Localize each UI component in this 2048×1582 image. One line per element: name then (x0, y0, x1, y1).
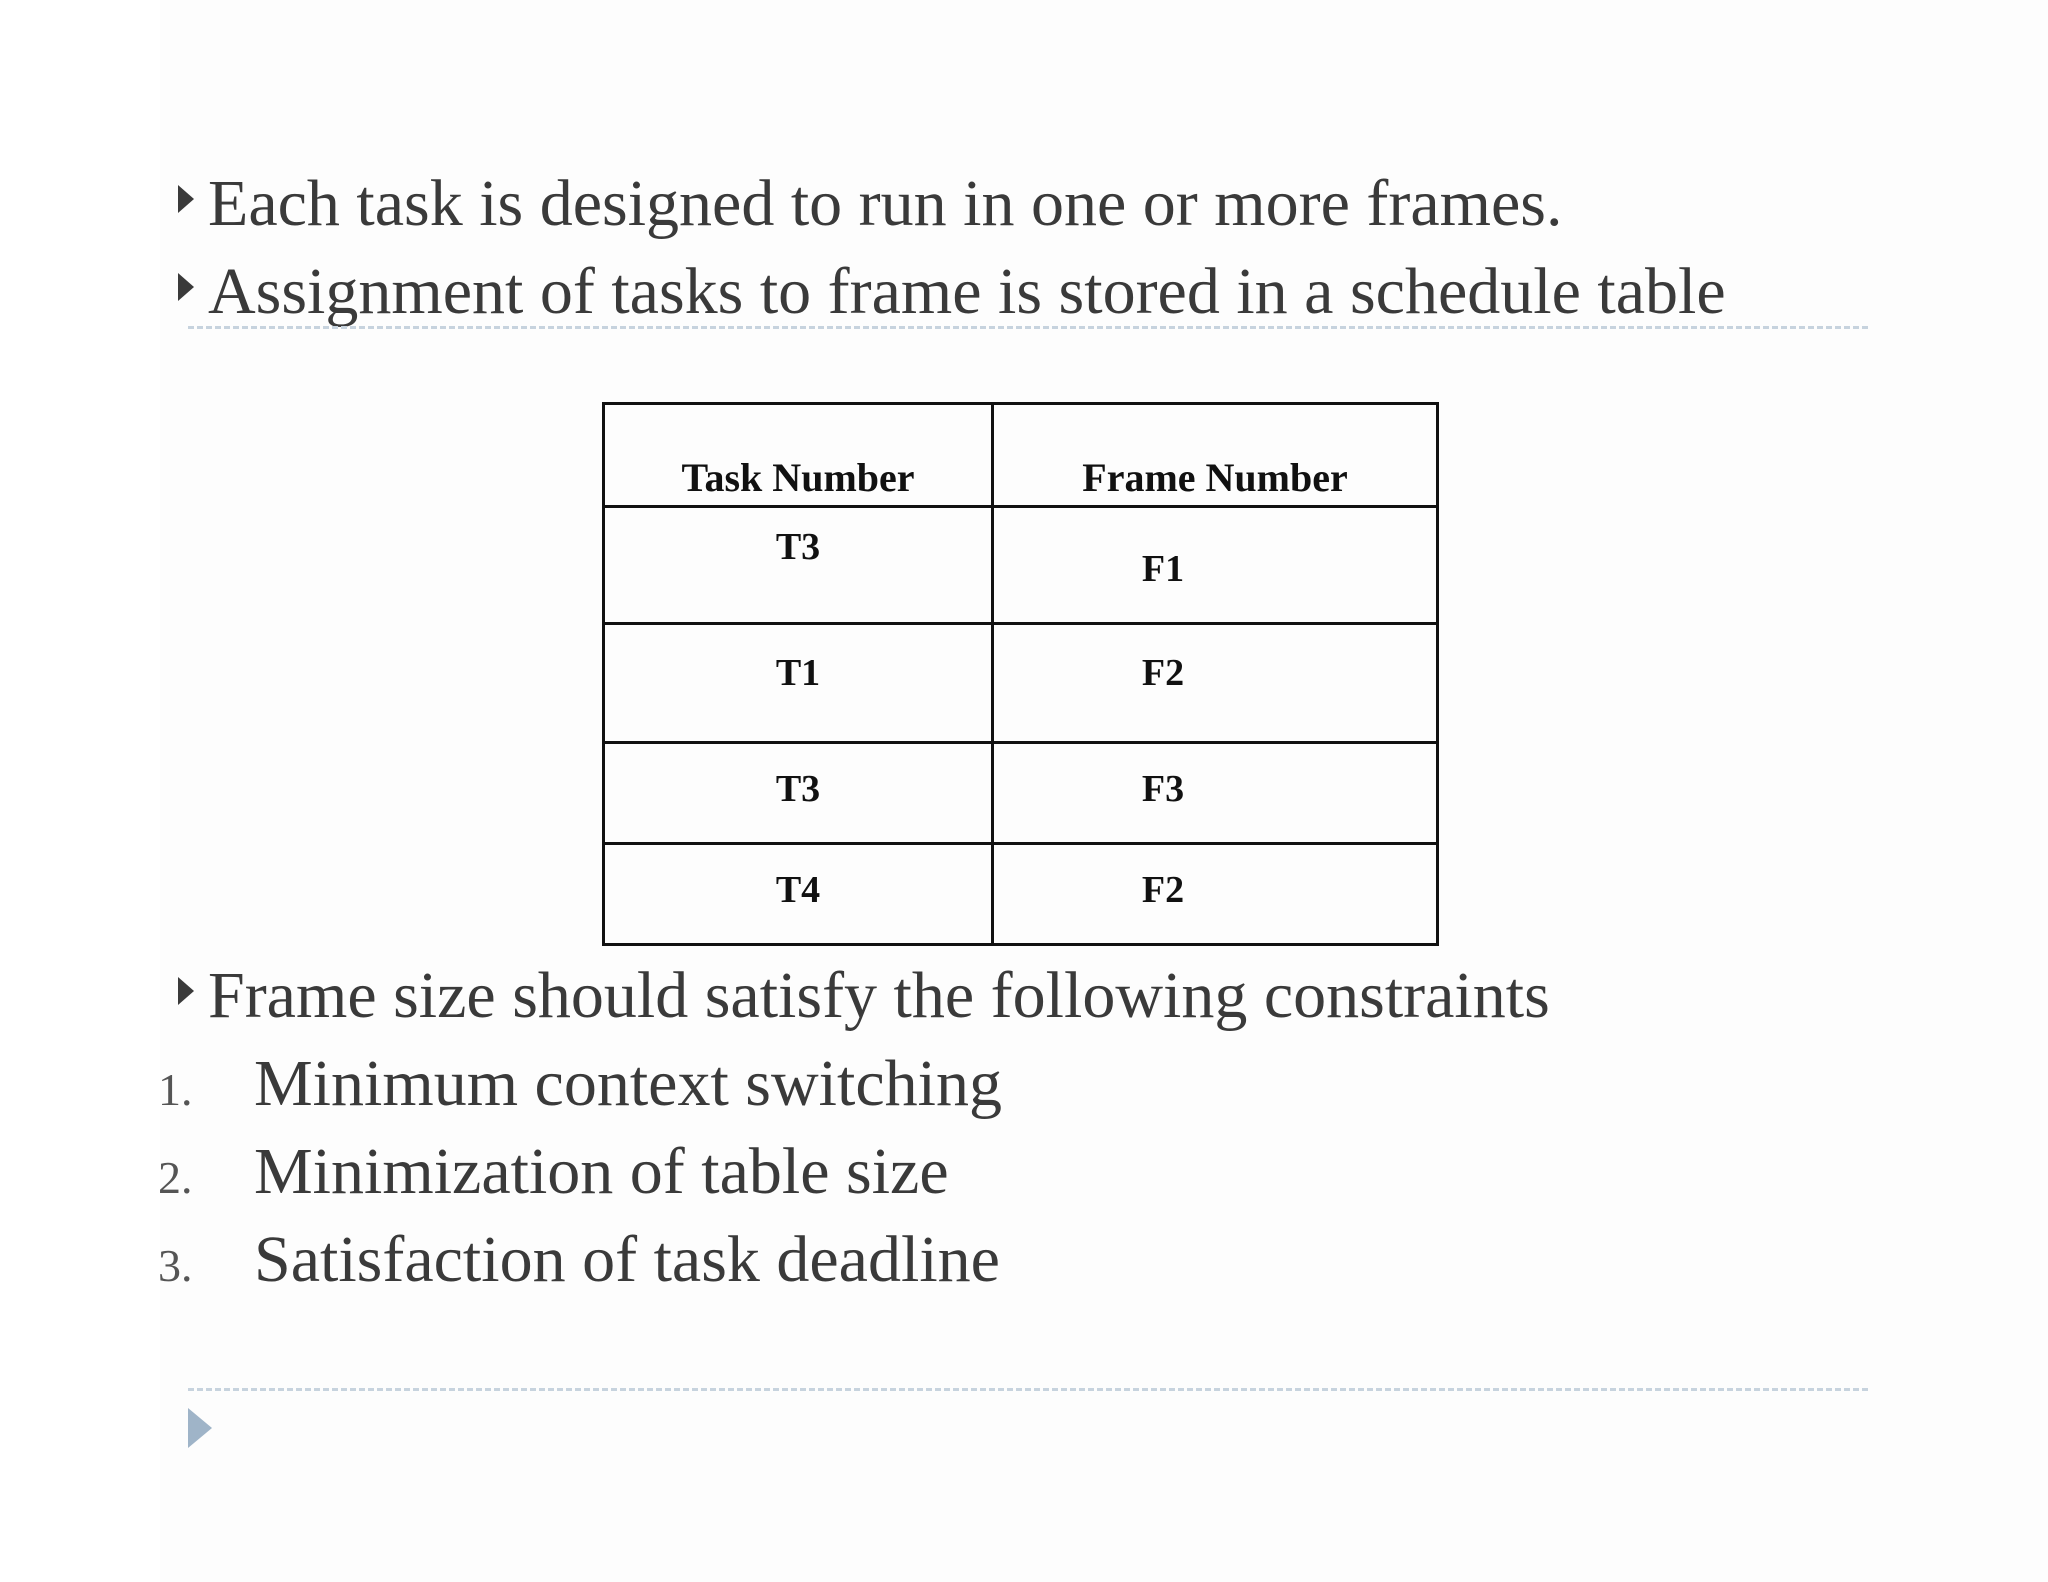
list-number: 2. (158, 1152, 193, 1203)
list-text: Minimum context switching (254, 1047, 1002, 1120)
frame-cell (993, 624, 1438, 743)
bullet-text: Assignment of tasks to frame is stored in a schedule table (208, 255, 1726, 328)
frame-cell (993, 507, 1438, 624)
list-item (158, 1216, 1002, 1304)
list-item (158, 1128, 1002, 1216)
triangle-right-icon (178, 977, 194, 1005)
task-cell (604, 507, 993, 624)
table-row (604, 624, 1438, 743)
frame-value: F2 (1141, 869, 1185, 911)
bullet-item (178, 248, 1726, 336)
table-header-row (604, 404, 1438, 507)
schedule-table-container (602, 402, 1439, 946)
bullet-text: Frame size should satisfy the following constraints (208, 959, 1550, 1032)
triangle-right-icon (178, 273, 194, 301)
header-frame-number: Frame Number (993, 404, 1438, 507)
triangle-right-icon (178, 185, 194, 213)
task-cell (604, 743, 993, 844)
lower-bullet-list (178, 952, 1550, 1040)
header-task-number: Task Number (604, 404, 993, 507)
table-row (604, 507, 1438, 624)
bottom-separator (188, 1388, 1868, 1391)
task-cell (604, 844, 993, 945)
list-number: 1. (158, 1064, 193, 1115)
bullet-text: Each task is designed to run in one or more frames. (208, 167, 1563, 240)
task-value: T4 (775, 869, 821, 911)
frame-cell (993, 844, 1438, 945)
schedule-table (602, 402, 1439, 946)
bullet-item (178, 160, 1726, 248)
bullet-item (178, 952, 1550, 1040)
triangle-right-icon (188, 1408, 212, 1448)
table-row (604, 743, 1438, 844)
task-value: T1 (775, 652, 821, 694)
top-separator (188, 326, 1868, 329)
constraints-list (158, 1040, 1002, 1304)
frame-value: F1 (1141, 548, 1185, 590)
frame-cell (993, 743, 1438, 844)
frame-value: F2 (1141, 652, 1185, 694)
list-number: 3. (158, 1240, 193, 1291)
task-cell (604, 624, 993, 743)
list-text: Minimization of table size (254, 1135, 949, 1208)
frame-value: F3 (1141, 768, 1185, 810)
top-bullet-list (178, 160, 1726, 336)
list-text: Satisfaction of task deadline (254, 1223, 1000, 1296)
table-row (604, 844, 1438, 945)
task-value: T3 (775, 526, 821, 568)
list-item (158, 1040, 1002, 1128)
task-value: T3 (775, 768, 821, 810)
